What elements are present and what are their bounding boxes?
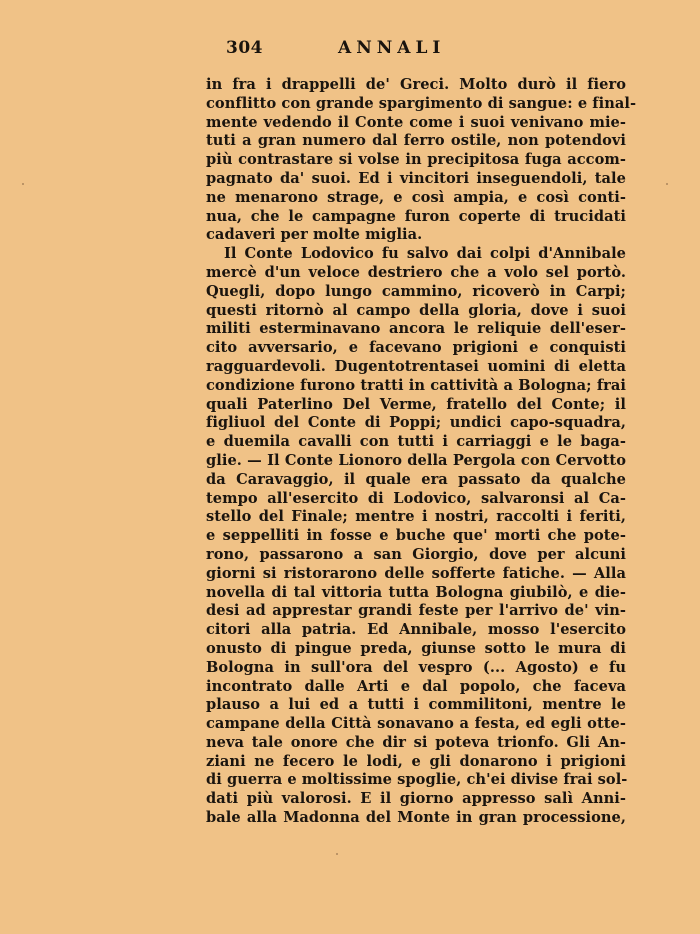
text-line: rono, passarono a san Giorgio, dove per alcuni bbox=[206, 545, 626, 563]
text-line: in fra i drappelli de' Greci. Molto durò il fiero bbox=[206, 76, 626, 93]
text-line: figliuol del Conte di Poppi; undici capo-squadra, bbox=[206, 414, 626, 432]
text-line: mente vedendo il Conte come i suoi venivano mie- bbox=[206, 113, 626, 131]
paper-speck bbox=[336, 853, 338, 855]
paper-speck bbox=[666, 183, 668, 185]
text-line: pagnato da' suoi. Ed i vincitori inseguendoli, tale bbox=[206, 169, 626, 187]
text-line: più contrastare si volse in precipitosa fuga accom- bbox=[206, 151, 626, 169]
text-line: Quegli, dopo lungo cammino, ricoverò in Carpi; bbox=[206, 282, 626, 300]
text-line: mercè d'un veloce destriero che a volo sel portò. bbox=[206, 263, 626, 281]
text-line: incontrato dalle Arti e dal popolo, che faceva bbox=[206, 677, 626, 695]
body-text bbox=[206, 76, 637, 828]
text-line: da Caravaggio, il quale era passato da qualche bbox=[206, 470, 626, 488]
paper-speck bbox=[22, 183, 24, 185]
text-line: ne menarono strage, e così ampia, e così conti- bbox=[206, 188, 626, 206]
text-line: giorni si ristorarono delle sofferte fatiche. — Alla bbox=[206, 564, 626, 582]
text-line: neva tale onore che dir si poteva trionfo. Gli An- bbox=[206, 733, 626, 751]
text-line: condizione furono tratti in cattività a Bologna; frai bbox=[206, 376, 626, 394]
text-line: desi ad apprestar grandi feste per l'arrivo de' vin- bbox=[206, 602, 626, 620]
paragraph-first-line: Il Conte Lodovico fu salvo dai colpi d'Annibale bbox=[224, 245, 626, 263]
text-line: militi esterminavano ancora le reliquie dell'eser- bbox=[206, 320, 626, 338]
text-line: e duemila cavalli con tutti i carriaggi e le baga- bbox=[206, 433, 626, 451]
text-line: cito avversario, e facevano prigioni e conquisti bbox=[206, 339, 626, 357]
page-number: 304 bbox=[226, 38, 263, 58]
text-line: bale alla Madonna del Monte in gran processione, bbox=[206, 809, 626, 827]
text-line: nua, che le campagne furon coperte di trucidati bbox=[206, 207, 626, 225]
page-header bbox=[0, 38, 700, 64]
text-line: campane della Città sonavano a festa, ed egli otte- bbox=[206, 715, 626, 733]
text-line: novella di tal vittoria tutta Bologna giubilò, e die- bbox=[206, 583, 626, 601]
text-line: citori alla patria. Ed Annibale, mosso l'esercito bbox=[206, 621, 626, 639]
text-line: ziani ne fecero le lodi, e gli donarono i prigioni bbox=[206, 752, 626, 770]
text-line: questi ritornò al campo della gloria, dove i suoi bbox=[206, 301, 626, 319]
text-line: di guerra e moltissime spoglie, ch'ei divise frai sol- bbox=[206, 771, 628, 789]
text-line: Bologna in sull'ora del vespro (... Agosto) e fu bbox=[206, 658, 626, 676]
text-line: tempo all'esercito di Lodovico, salvaronsi al Ca- bbox=[206, 489, 626, 507]
text-line: plauso a lui ed a tutti i commilitoni, mentre le bbox=[206, 696, 626, 714]
text-line: tuti a gran numero dal ferro ostile, non potendovi bbox=[206, 132, 626, 150]
running-title: ANNALI bbox=[338, 38, 446, 58]
text-line: dati più valorosi. E il giorno appresso salì Anni- bbox=[206, 790, 626, 808]
text-line: e seppelliti in fosse e buche que' morti che pote- bbox=[206, 527, 626, 545]
text-line: ragguardevoli. Dugentotrentasei uomini di eletta bbox=[206, 357, 626, 375]
text-line: quali Paterlino Del Verme, fratello del Conte; il bbox=[206, 395, 626, 413]
text-line: glie. — Il Conte Lionoro della Pergola con Cervotto bbox=[206, 451, 626, 469]
text-line: onusto di pingue preda, giunse sotto le mura di bbox=[206, 639, 626, 657]
text-line: conflitto con grande spargimento di sangue: e final- bbox=[206, 94, 637, 112]
text-line: stello del Finale; mentre i nostri, raccolti i feriti, bbox=[206, 508, 626, 526]
text-line: cadaveri per molte miglia. bbox=[206, 226, 423, 244]
